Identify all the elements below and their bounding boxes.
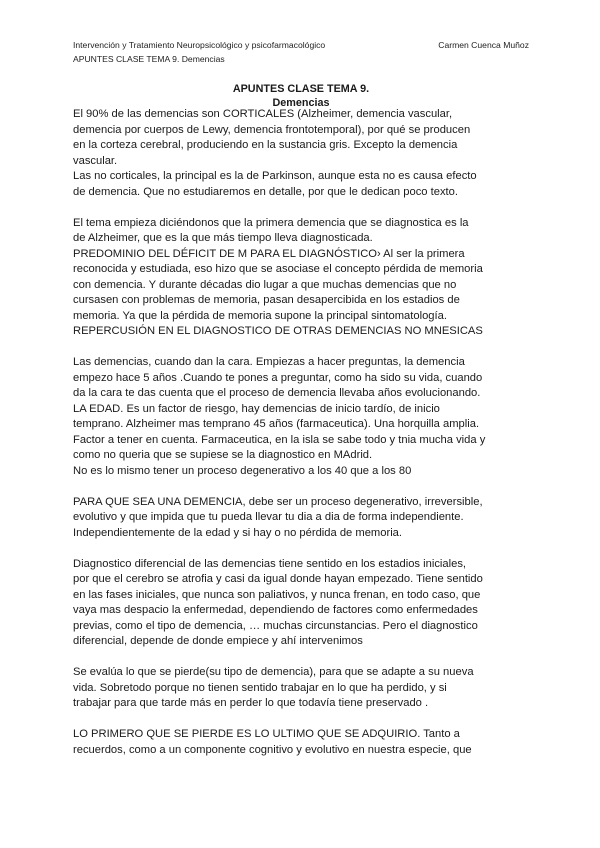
paragraph — [73, 665, 529, 712]
paragraph — [73, 557, 529, 650]
text-line: El tema empieza diciéndonos que la primera demencia que se diagnostica es la — [73, 216, 469, 229]
document-title — [73, 82, 529, 110]
text-line: Se evalúa lo que se pierde(su tipo de demencia), para que se adapte a su nueva — [73, 666, 474, 678]
text-line: como no queria que se supiese se la diagnostico en MAdrid. — [73, 449, 373, 461]
text-line: REPERCUSIÓN EN EL DIAGNOSTICO DE OTRAS DEMENCIAS NO MNESICAS — [73, 325, 483, 337]
text-line: en la corteza cerebral, produciendo en la sustancia gris. Excepto la demencia — [73, 139, 458, 151]
text-line: Factor a tener en cuenta. Farmaceutica, en la isla se sabe todo y tnia mucha vida y — [73, 433, 486, 446]
text-line: LA EDAD. Es un factor de riesgo, hay demencias de inicio tardío, de inicio — [73, 402, 440, 415]
text-line: PREDOMINIO DEL DÉFICIT DE M PARA EL DIAGNÓSTICO› Al ser la primera — [73, 247, 465, 260]
course-title: Intervención y Tratamiento Neuropsicológico y psicofarmacológico — [73, 40, 326, 50]
text-line: diferencial, depende de donde empiece y ahí intervenimos — [73, 635, 363, 647]
text-line: por que el cerebro se atrofia y casi da igual donde hayan empezado. Tiene sentido — [73, 573, 483, 585]
text-line: en las fases iniciales, que nunca son paliativos, y nunca frenan, en todo caso, que — [73, 588, 481, 601]
header-subtitle: APUNTES CLASE TEMA 9. Demencias — [73, 54, 225, 64]
text-line: previas, como el tipo de demencia, … muchas circunstancias. Pero el diagnostico — [73, 619, 478, 632]
text-line: demencia por cuerpos de Lewy, demencia frontotemporal), por qué se producen — [73, 123, 471, 136]
title-line-1: APUNTES CLASE TEMA 9. — [232, 83, 370, 95]
text-line: No es lo mismo tener un proceso degenerativo a los 40 que a los 80 — [73, 464, 412, 477]
paragraph — [73, 107, 529, 200]
text-line: memoria. Ya que la pérdida de memoria supone la principal sintomatología. — [73, 309, 447, 322]
text-line: reconocida y estudiada, eso hizo que se asociase el concepto pérdida de memoria — [73, 263, 483, 275]
text-line: da la cara te das cuenta que el proceso de demencia llevaba años evolucionando. — [73, 387, 481, 399]
title-line-2: Demencias — [272, 97, 330, 109]
text-line: cursasen con problemas de memoria, pasan desapercibida en los estadios de — [73, 294, 460, 306]
text-line: trabajar para que tarde más en perder lo que todavía tiene preservado . — [73, 697, 429, 709]
text-line: Las no corticales, la principal es la de Parkinson, aunque esta no es causa efecto — [73, 170, 477, 182]
text-line: vascular. — [73, 154, 118, 167]
text-line: PARA QUE SEA UNA DEMENCIA, debe ser un proceso degenerativo, irreversible, — [73, 495, 483, 508]
paragraph — [73, 727, 529, 758]
text-line: de Alzheimer, que es la que más tiempo lleva diagnosticada. — [73, 232, 373, 244]
paragraph — [73, 355, 529, 479]
text-line: empezo hace 5 años .Cuando te pones a preguntar, como ha sido su vida, cuando — [73, 371, 483, 384]
text-line: de demencia. Que no estudiaremos en detalle, por que le dedican poco texto. — [73, 185, 458, 198]
text-line: Las demencias, cuando dan la cara. Empiezas a hacer preguntas, la demencia — [73, 356, 465, 368]
text-line: El 90% de las demencias son CORTICALES (Alzheimer, demencia vascular, — [73, 108, 453, 120]
paragraph — [73, 216, 529, 340]
text-line: LO PRIMERO QUE SE PIERDE ES LO ULTIMO QUE SE ADQUIRIO. Tanto a — [73, 728, 460, 740]
text-line: con demencia. Y durante décadas dio lugar a que muchas demencias que no — [73, 278, 457, 291]
text-line: evolutivo y que impida que tu pueda llevar tu dia a dia de forma independiente. — [73, 511, 464, 523]
text-line: recuerdos, como a un componente cognitivo y evolutivo en nuestra especie, que — [73, 743, 472, 756]
text-line: Independientemente de la edad y si hay o no pérdida de memoria. — [73, 526, 403, 539]
paragraph — [73, 495, 529, 542]
author-name: Carmen Cuenca Muñoz — [438, 40, 529, 50]
text-line: Diagnostico diferencial de las demencias tiene sentido en los estadios iniciales, — [73, 557, 467, 570]
document-body — [73, 107, 529, 758]
text-line: vida. Sobretodo porque no tienen sentido trabajar en lo que ha perdido, y si — [73, 681, 447, 694]
page-header — [73, 38, 529, 66]
text-line: vaya mas despacio la enfermedad, dependiendo de factores como enfermedades — [73, 604, 478, 616]
text-line: temprano. Alzheimer mas temprano 45 años (farmaceutica). Una horquilla amplia. — [73, 418, 480, 430]
